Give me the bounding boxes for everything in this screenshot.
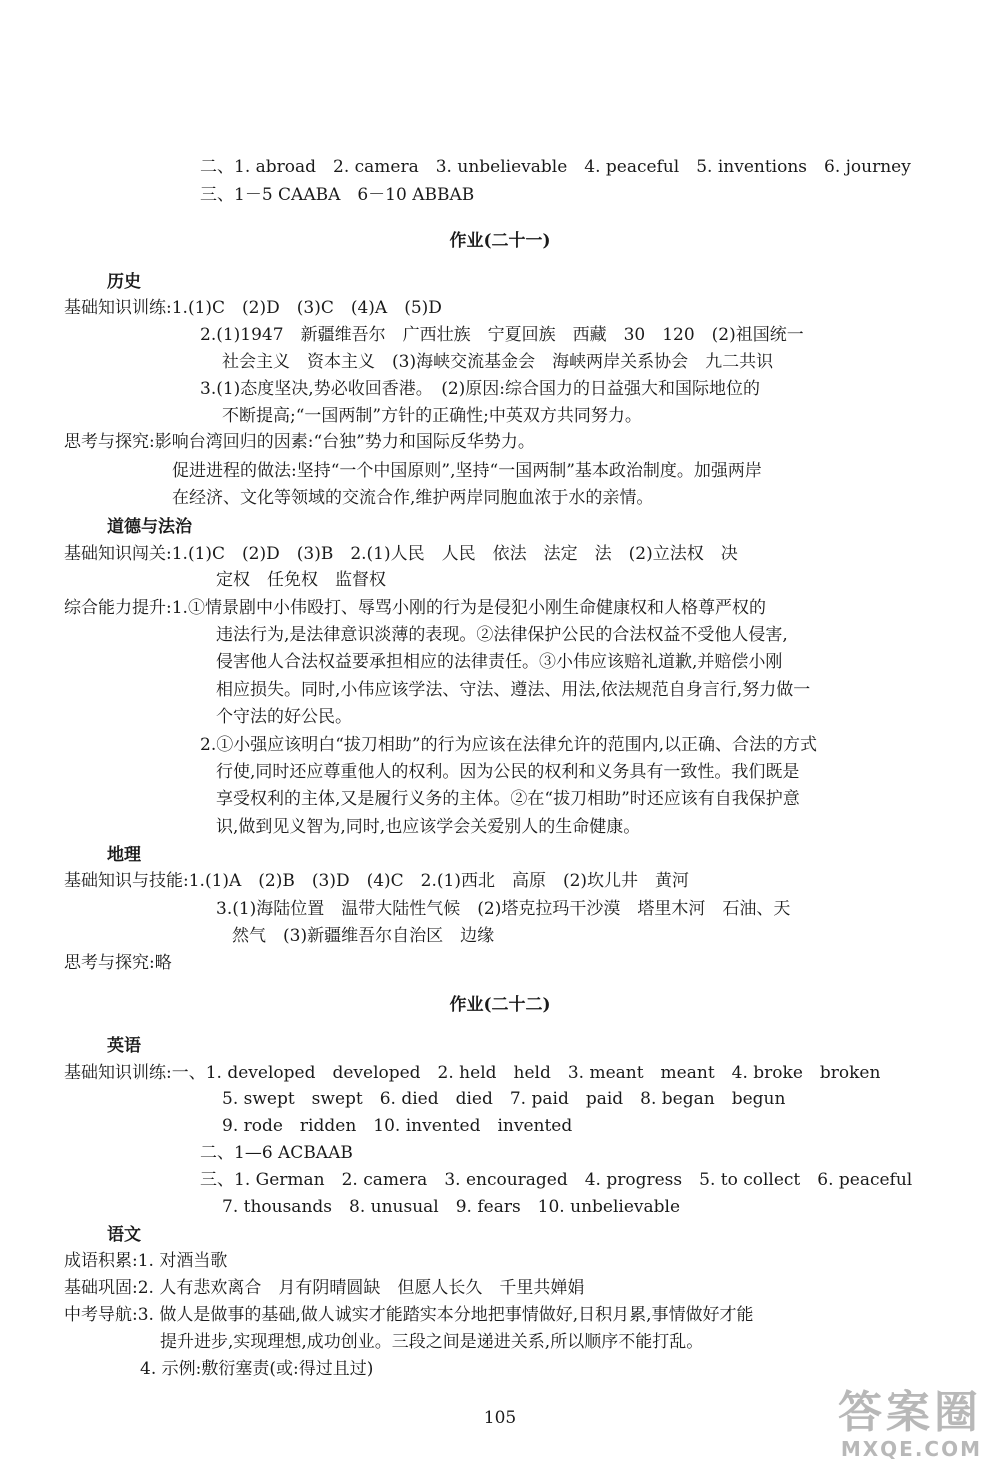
answer-line: 然气 (3)新疆维吾尔自治区 边缘 <box>232 926 495 946</box>
answer-line: 三、1－5 CAABA 6－10 ABBAB <box>200 185 475 205</box>
answer-line: 2.(1)1947 新疆维吾尔 广西壮族 宁夏回族 西藏 30 120 (2)祖国统一 <box>200 325 804 345</box>
answer-line: 三、1. German 2. camera 3. encouraged 4. progress 5. to collect 6. peaceful <box>200 1170 913 1190</box>
answer-line: 4. 示例:敷衍塞责(或:得过且过) <box>140 1359 374 1379</box>
answer-line: 思考与探究:略 <box>64 953 172 973</box>
answer-line: 个守法的好公民。 <box>216 707 352 727</box>
section-title-geography: 地理 <box>107 845 141 865</box>
homework-title: 作业(二十一) <box>449 231 551 251</box>
answer-line: 不断提高;“一国两制”方针的正确性;中英双方共同努力。 <box>222 406 642 426</box>
answer-line: 基础知识与技能:1.(1)A (2)B (3)D (4)C 2.(1)西北 高原 (2)坎儿井 黄河 <box>64 871 690 891</box>
answer-line: 在经济、文化等领域的交流合作,维护两岸同胞血浓于水的亲情。 <box>172 488 654 508</box>
answer-line: 社会主义 资本主义 (3)海峡交流基金会 海峡两岸关系协会 九二共识 <box>222 352 774 372</box>
answer-line: 提升进步,实现理想,成功创业。三段之间是递进关系,所以顺序不能打乱。 <box>160 1332 704 1352</box>
answer-line: 违法行为,是法律意识淡薄的表现。②法律保护公民的合法权益不受他人侵害, <box>216 625 788 645</box>
answer-line: 相应损失。同时,小伟应该学法、守法、遵法、用法,依法规范自身言行,努力做一 <box>216 680 811 700</box>
section-title-history: 历史 <box>107 272 141 292</box>
answer-line: 二、1. abroad 2. camera 3. unbelievable 4. peaceful 5. inventions 6. journey <box>200 157 911 177</box>
page-number: 105 <box>483 1408 517 1428</box>
answer-line: 侵害他人合法权益要承担相应的法律责任。③小伟应该赔礼道歉,并赔偿小刚 <box>216 652 783 672</box>
watermark-url: MXQE.COM <box>840 1437 982 1461</box>
section-title-chinese: 语文 <box>107 1225 141 1245</box>
answer-line: 7. thousands 8. unusual 9. fears 10. unbelievable <box>222 1197 681 1217</box>
answer-line: 2.①小强应该明白“拔刀相助”的行为应该在法律允许的范围内,以正确、合法的方式 <box>200 735 818 755</box>
section-title-morality-law: 道德与法治 <box>107 517 192 537</box>
watermark-logo <box>838 1388 982 1460</box>
answer-line: 综合能力提升:1.①情景剧中小伟殴打、辱骂小刚的行为是侵犯小刚生命健康权和人格尊严权的 <box>64 598 766 618</box>
homework-title: 作业(二十二) <box>449 995 551 1015</box>
section-title-english: 英语 <box>107 1036 141 1056</box>
answer-line: 定权 任免权 监督权 <box>216 570 386 590</box>
answer-line: 基础巩固:2. 人有悲欢离合 月有阴晴圆缺 但愿人长久 千里共婵娟 <box>64 1278 585 1298</box>
answer-line: 享受权利的主体,又是履行义务的主体。②在“拔刀相助”时还应该有自我保护意 <box>216 789 800 809</box>
answer-line: 3.(1)海陆位置 温带大陆性气候 (2)塔克拉玛干沙漠 塔里木河 石油、天 <box>216 899 791 919</box>
answer-line: 行使,同时还应尊重他人的权利。因为公民的权利和义务具有一致性。我们既是 <box>216 762 800 782</box>
watermark-text: 答案圈 <box>838 1387 982 1438</box>
answer-line: 思考与探究:影响台湾回归的因素:“台独”势力和国际反华势力。 <box>64 432 535 452</box>
answer-line: 成语积累:1. 对酒当歌 <box>64 1251 228 1271</box>
answer-line: 5. swept swept 6. died died 7. paid paid 8. began begun <box>222 1089 786 1109</box>
answer-line: 识,做到见义智为,同时,也应该学会关爱别人的生命健康。 <box>216 817 641 837</box>
answer-line: 二、1—6 ACBAAB <box>200 1143 353 1163</box>
answer-line: 3.(1)态度坚决,势必收回香港。 (2)原因:综合国力的日益强大和国际地位的 <box>200 379 761 399</box>
answer-line: 中考导航:3. 做人是做事的基础,做人诚实才能踏实本分地把事情做好,日积月累,事情做好才能 <box>64 1305 754 1325</box>
answer-line: 基础知识训练:一、1. developed developed 2. held held 3. meant meant 4. broke broken <box>64 1063 881 1083</box>
answer-line: 基础知识训练:1.(1)C (2)D (3)C (4)A (5)D <box>64 298 442 318</box>
answer-line: 9. rode ridden 10. invented invented <box>222 1116 573 1136</box>
answer-line: 促进进程的做法:坚持“一个中国原则”,坚持“一国两制”基本政治制度。加强两岸 <box>172 461 762 481</box>
answer-line: 基础知识闯关:1.(1)C (2)D (3)B 2.(1)人民 人民 依法 法定 法 (2)立法权 决 <box>64 544 738 564</box>
